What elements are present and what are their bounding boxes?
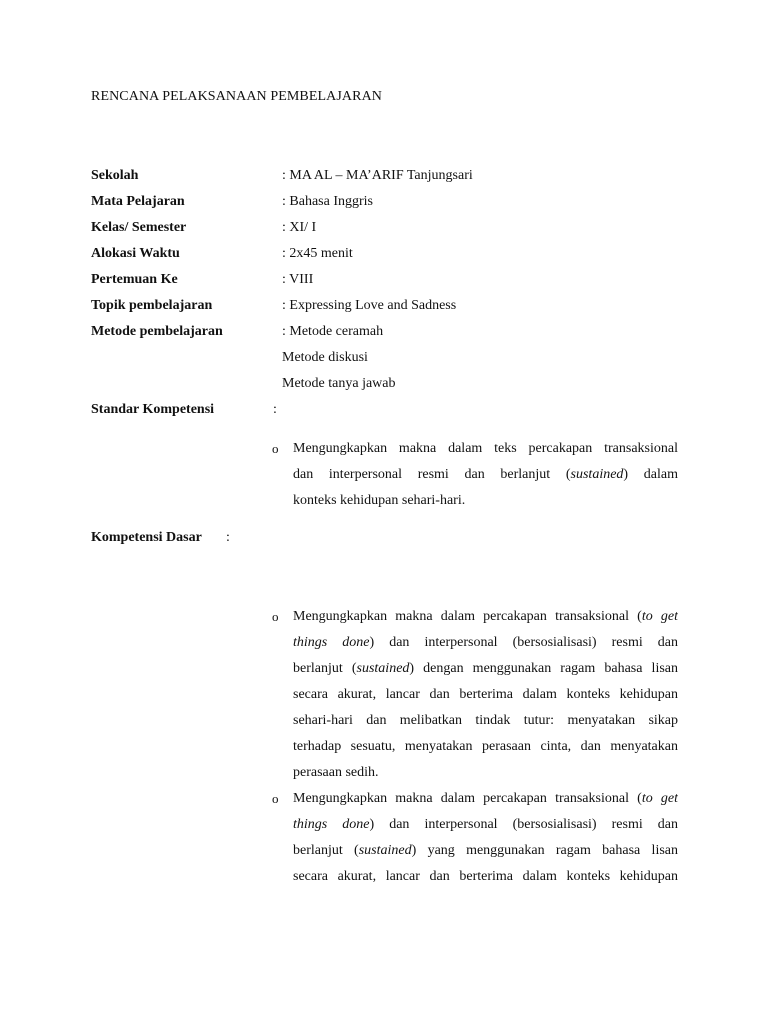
kompetensi-dasar-item-1	[293, 604, 678, 786]
text-line: dan interpersonal resmi dan berlanjut (sustained) dalam	[293, 467, 678, 482]
kompetensi-dasar-colon: :	[226, 530, 230, 545]
text-line: secara akurat, lancar dan berterima dalam konteks kehidupan	[293, 869, 678, 884]
text-line: sehari-hari dan melibatkan tindak tutur: menyatakan sikap	[293, 713, 678, 728]
field-label: Pertemuan Ke	[91, 272, 178, 287]
field-value: : XI/ I	[282, 220, 317, 235]
field-label: Kelas/ Semester	[91, 220, 187, 235]
field-value: : MA AL – MA’ARIF Tanjungsari	[282, 168, 473, 183]
method-extra-item: Metode diskusi	[282, 350, 368, 365]
text-line: secara akurat, lancar dan berterima dalam konteks kehidupan	[293, 687, 678, 702]
bullet-icon: o	[272, 441, 279, 456]
field-value: : Expressing Love and Sadness	[282, 298, 457, 313]
kompetensi-dasar-item-2	[293, 786, 678, 890]
field-value: : 2x45 menit	[282, 246, 353, 261]
section-colon: :	[273, 402, 277, 417]
kompetensi-dasar-label: Kompetensi Dasar	[91, 530, 202, 545]
text-line: Mengungkapkan makna dalam percakapan transaksional (to get	[293, 791, 678, 806]
document-title: RENCANA PELAKSANAAN PEMBELAJARAN	[91, 89, 382, 104]
field-label: Topik pembelajaran	[91, 298, 213, 313]
text-line: terhadap sesuatu, menyatakan perasaan cinta, dan menyatakan	[293, 739, 678, 754]
field-value: : Bahasa Inggris	[282, 194, 373, 209]
field-label: Sekolah	[91, 168, 139, 183]
text-line: berlanjut (sustained) yang menggunakan ragam bahasa lisan	[293, 843, 678, 858]
text-line: konteks kehidupan sehari-hari.	[293, 493, 466, 508]
text-line: Mengungkapkan makna dalam percakapan transaksional (to get	[293, 609, 678, 624]
section-label: Standar Kompetensi	[91, 402, 215, 417]
method-extra-item: Metode tanya jawab	[282, 376, 396, 391]
text-line: perasaan sedih.	[293, 765, 379, 780]
bullet-icon: o	[272, 609, 279, 624]
field-label: Alokasi Waktu	[91, 246, 180, 261]
text-line: things done) dan interpersonal (bersosialisasi) resmi dan	[293, 817, 678, 832]
bullet-icon: o	[272, 791, 279, 806]
field-value: : VIII	[282, 272, 314, 287]
text-line: Mengungkapkan makna dalam teks percakapan transaksional	[293, 441, 678, 456]
field-value: : Metode ceramah	[282, 324, 384, 339]
field-label: Mata Pelajaran	[91, 194, 185, 209]
standar-kompetensi-text	[293, 436, 678, 514]
field-label: Metode pembelajaran	[91, 324, 223, 339]
text-line: berlanjut (sustained) dengan menggunakan ragam bahasa lisan	[293, 661, 678, 676]
text-line: things done) dan interpersonal (bersosialisasi) resmi dan	[293, 635, 678, 650]
